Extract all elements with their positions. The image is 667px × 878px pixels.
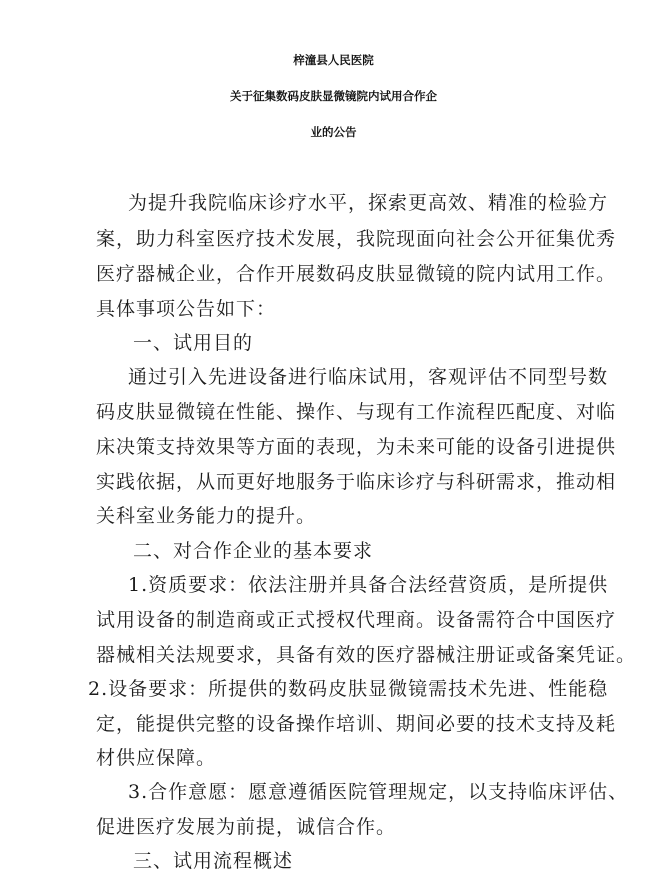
section-2-heading: 二、对合作企业的基本要求 <box>133 540 374 562</box>
section-1-line: 码皮肤显微镜在性能、操作、与现有工作流程匹配度、对临 <box>96 401 617 423</box>
title-hospital-name: 梓潼县人民医院 <box>293 53 374 67</box>
title-line-2: 关于征集数码皮肤显微镜院内试用合作企 <box>230 89 437 103</box>
section-2-item-2-line: 材供应保障。 <box>96 747 217 769</box>
section-2-item-1-line: 1.资质要求：依法注册并具备合法经营资质，是所提供 <box>128 574 609 596</box>
section-1-line: 床决策支持效果等方面的表现，为未来可能的设备引进提供 <box>96 436 617 458</box>
section-2-item-2-line: 定，能提供完整的设备操作培训、期间必要的技术支持及耗 <box>96 713 617 735</box>
section-3-heading: 三、试用流程概述 <box>133 850 294 872</box>
section-1-line: 通过引入先进设备进行临床试用，客观评估不同型号数 <box>128 366 609 388</box>
section-2-item-3-line: 3.合作意愿：愿意遵循医院管理规定，以支持临床评估、 <box>128 781 629 803</box>
intro-line: 为提升我院临床诊疗水平，探索更高效、精准的检验方 <box>128 192 609 214</box>
intro-line: 具体事项公告如下： <box>96 298 277 320</box>
intro-line: 医疗器械企业，合作开展数码皮肤显微镜的院内试用工作。 <box>96 263 617 285</box>
section-2-item-2-line: 2.设备要求：所提供的数码皮肤显微镜需技术先进、性能稳 <box>88 678 609 700</box>
section-1-line: 关科室业务能力的提升。 <box>96 505 317 527</box>
section-2-item-3-line: 促进医疗发展为前提，诚信合作。 <box>96 816 397 838</box>
section-1-line: 实践依据，从而更好地服务于临床诊疗与科研需求，推动相 <box>96 471 617 493</box>
section-2-item-1-line: 器械相关法规要求，具备有效的医疗器械注册证或备案凭证。 <box>96 644 637 666</box>
section-2-item-1-line: 试用设备的制造商或正式授权代理商。设备需符合中国医疗 <box>96 609 617 631</box>
title-line-3: 业的公告 <box>310 125 357 139</box>
section-1-heading: 一、试用目的 <box>133 332 254 354</box>
intro-line: 案，助力科室医疗技术发展，我院现面向社会公开征集优秀 <box>96 228 617 250</box>
